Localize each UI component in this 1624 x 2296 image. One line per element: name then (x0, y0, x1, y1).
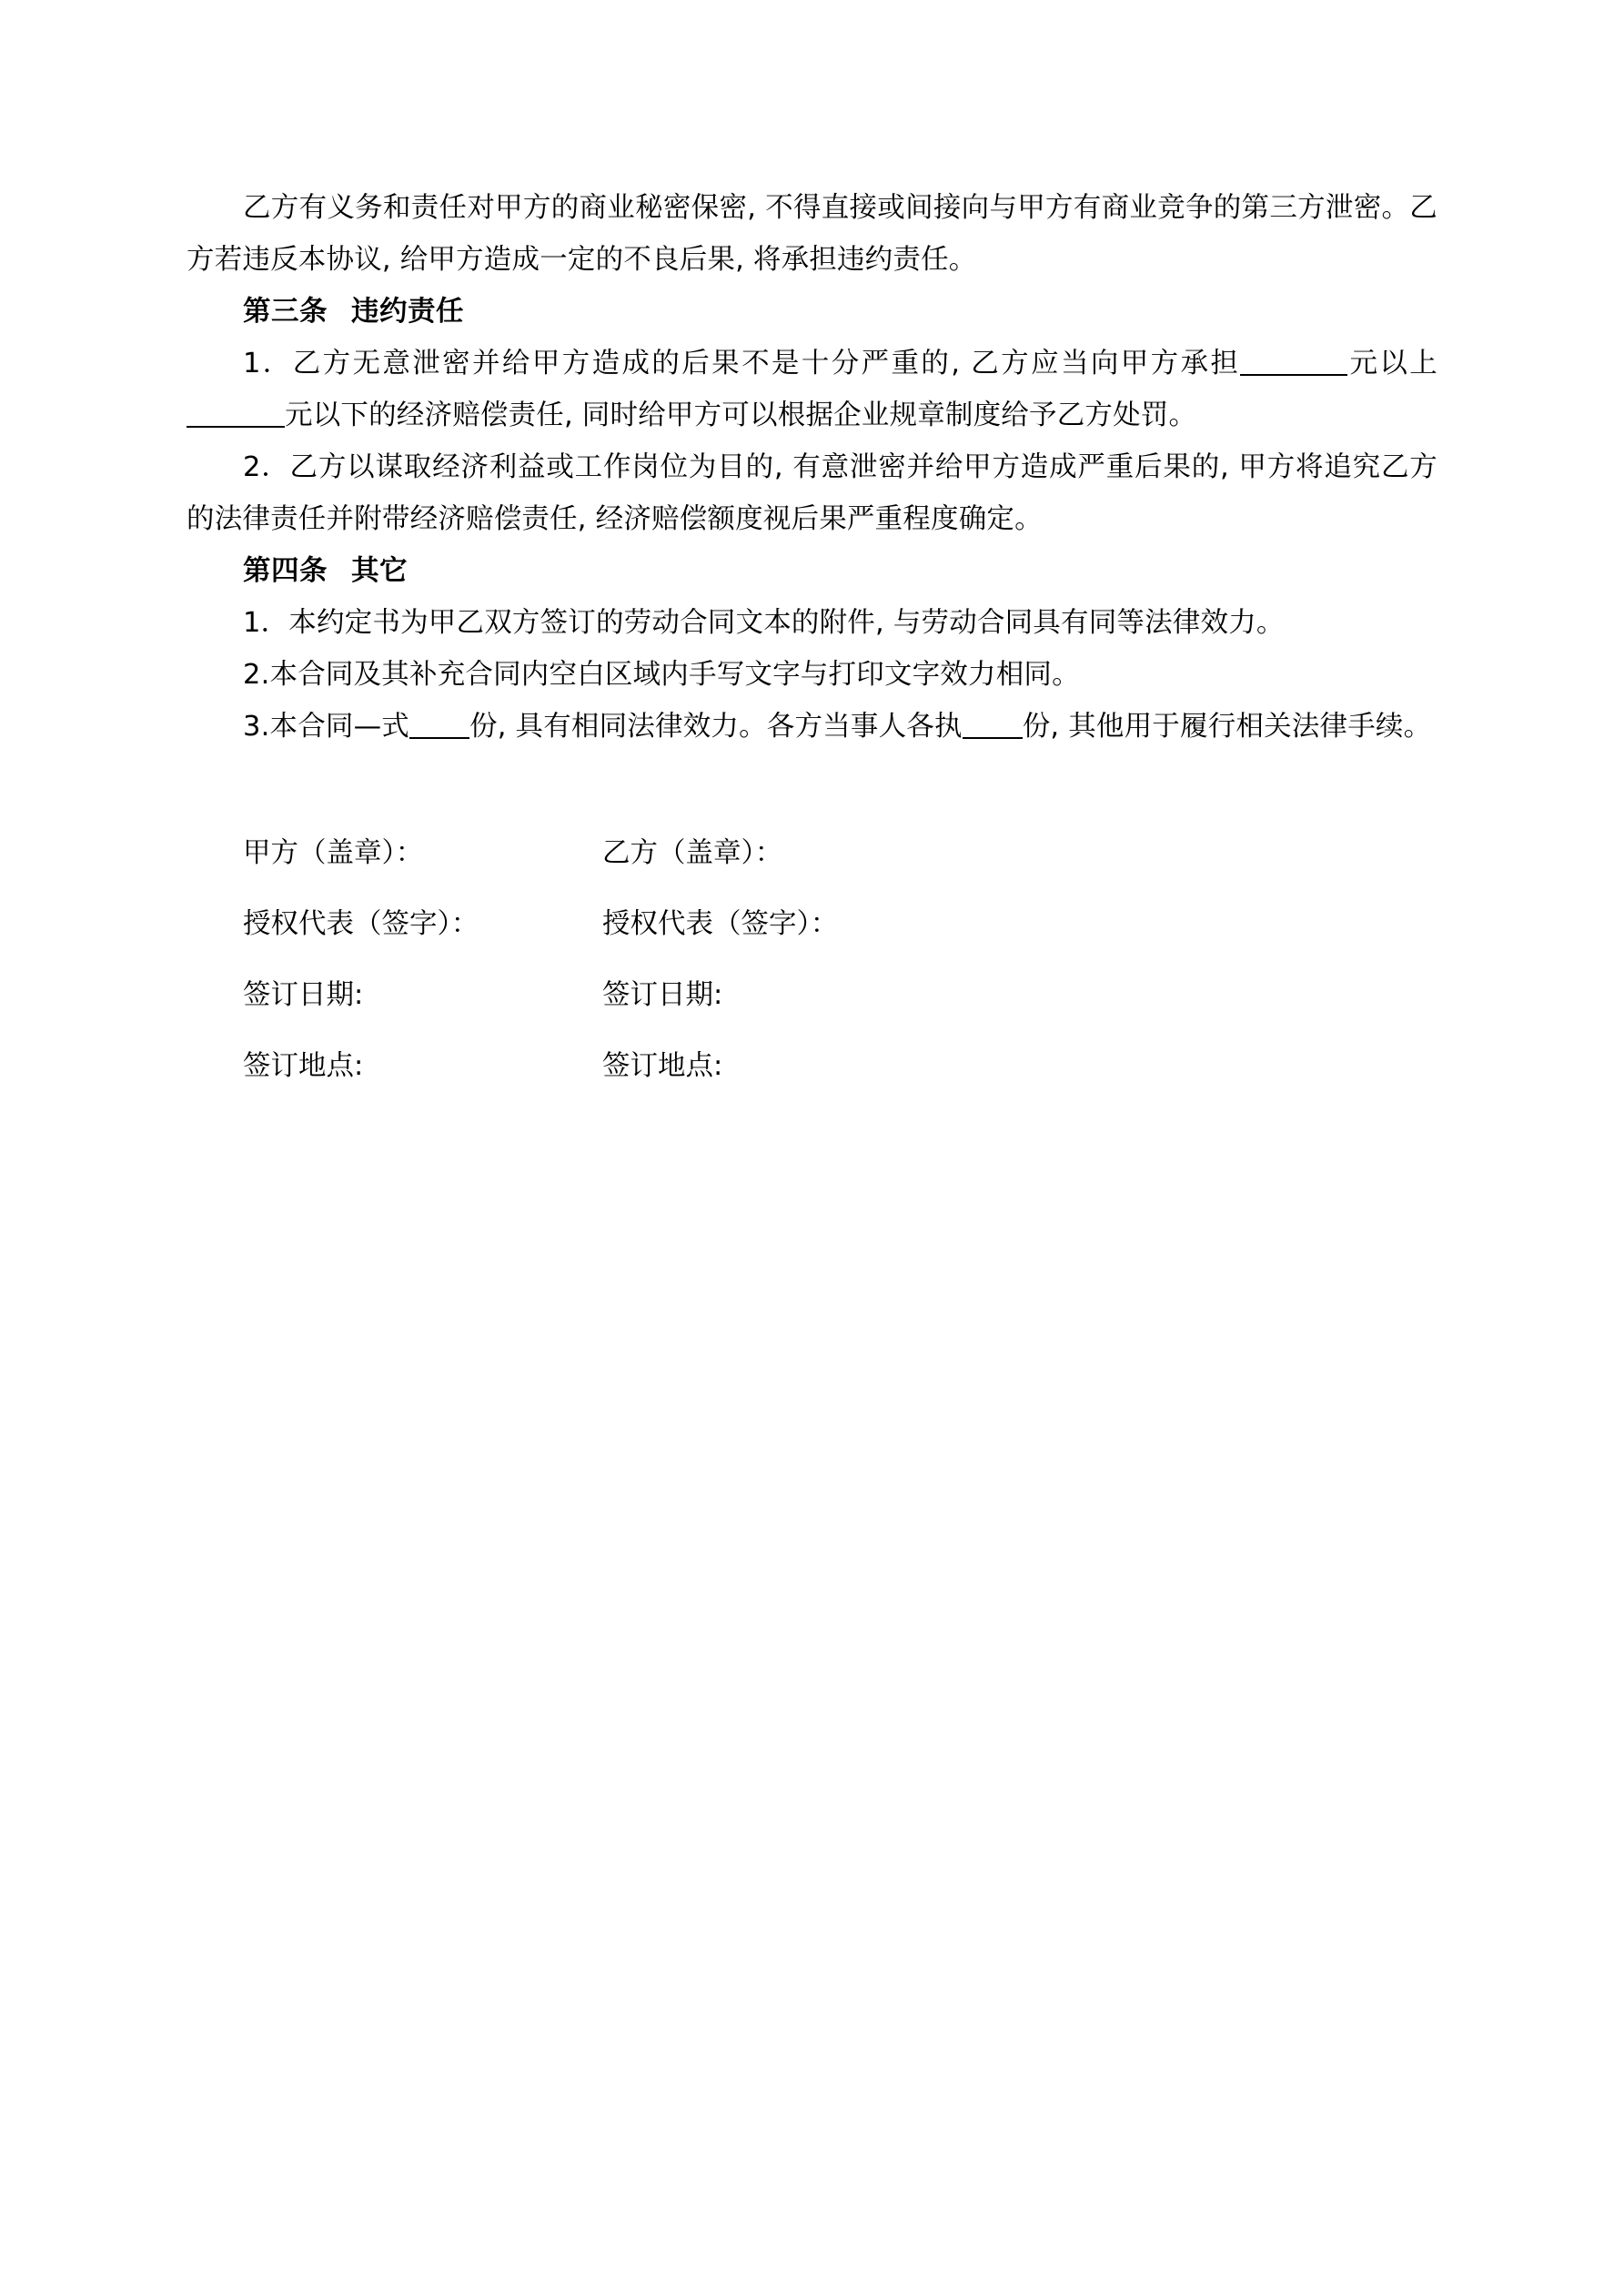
section-three-item-2: 2．乙方以谋取经济利益或工作岗位为目的, 有意泄密并给甲方造成严重后果的, 甲方将追究乙方的法律责任并附带经济赔偿责任, 经济赔偿额度视后果严重程度确定。 (187, 451, 1437, 535)
section-four-item-2: 2.本合同及其补充合同内空白区域内手写文字与打印文字效力相同。 (243, 659, 1080, 691)
party-a-sign-date-label: 签订日期: (243, 979, 364, 1011)
signature-block (187, 818, 1437, 1102)
section-three-item-1-mid1: 元以上 (1347, 348, 1437, 379)
amount-min-blank (1240, 374, 1347, 376)
section-four-item-3 (187, 701, 1437, 753)
section-three-title: 违约责任 (351, 296, 464, 328)
signature-row (187, 818, 1437, 889)
party-a-sign-place-label: 签订地点: (243, 1050, 364, 1082)
party-a-seal-label: 甲方（盖章）： (243, 837, 424, 869)
section-four-item-1: 1．本约定书为甲乙双方签订的劳动合同文本的附件, 与劳动合同具有同等法律效力。 (243, 607, 1285, 639)
section-three-number: 第三条 (243, 296, 328, 328)
party-a-representative-label: 授权代表（签字）： (243, 908, 479, 940)
party-b-seal-label: 乙方（盖章）： (602, 837, 783, 869)
signature-row (187, 960, 1437, 1031)
copies-each-blank (963, 737, 1023, 739)
amount-max-blank (187, 426, 285, 428)
section-four-item-3-prefix: 3.本合同—式 (243, 711, 409, 743)
section-four-title: 其它 (351, 555, 408, 587)
section-heading-four (187, 545, 1437, 597)
section-four-number: 第四条 (243, 555, 328, 587)
signature-row (187, 889, 1437, 960)
signature-row (187, 1031, 1437, 1102)
section-three-item-1-prefix: 1．乙方无意泄密并给甲方造成的后果不是十分严重的, 乙方应当向甲方承担 (243, 348, 1241, 379)
paragraph-confidentiality-obligation: 乙方有义务和责任对甲方的商业秘密保密, 不得直接或间接向与甲方有商业竞争的第三方泄密。乙方若违反本协议, 给甲方造成一定的不良后果, 将承担违约责任。 (187, 192, 1437, 276)
section-three-item-1-mid2: 元以下的经济赔偿责任, 同时给甲方可以根据企业规章制度给予乙方处罚。 (285, 400, 1197, 431)
section-four-item-3-mid2: 份, 其他用于履行相关法律手续。 (1022, 711, 1432, 743)
party-b-sign-place-label: 签订地点: (602, 1050, 723, 1082)
section-heading-three (187, 286, 1437, 338)
party-b-sign-date-label: 签订日期: (602, 979, 723, 1011)
section-four-item-3-mid1: 份, 具有相同法律效力。各方当事人各执 (469, 711, 963, 743)
copies-total-blank (409, 737, 469, 739)
section-three-item-1 (187, 338, 1437, 441)
party-b-representative-label: 授权代表（签字）： (602, 908, 839, 940)
